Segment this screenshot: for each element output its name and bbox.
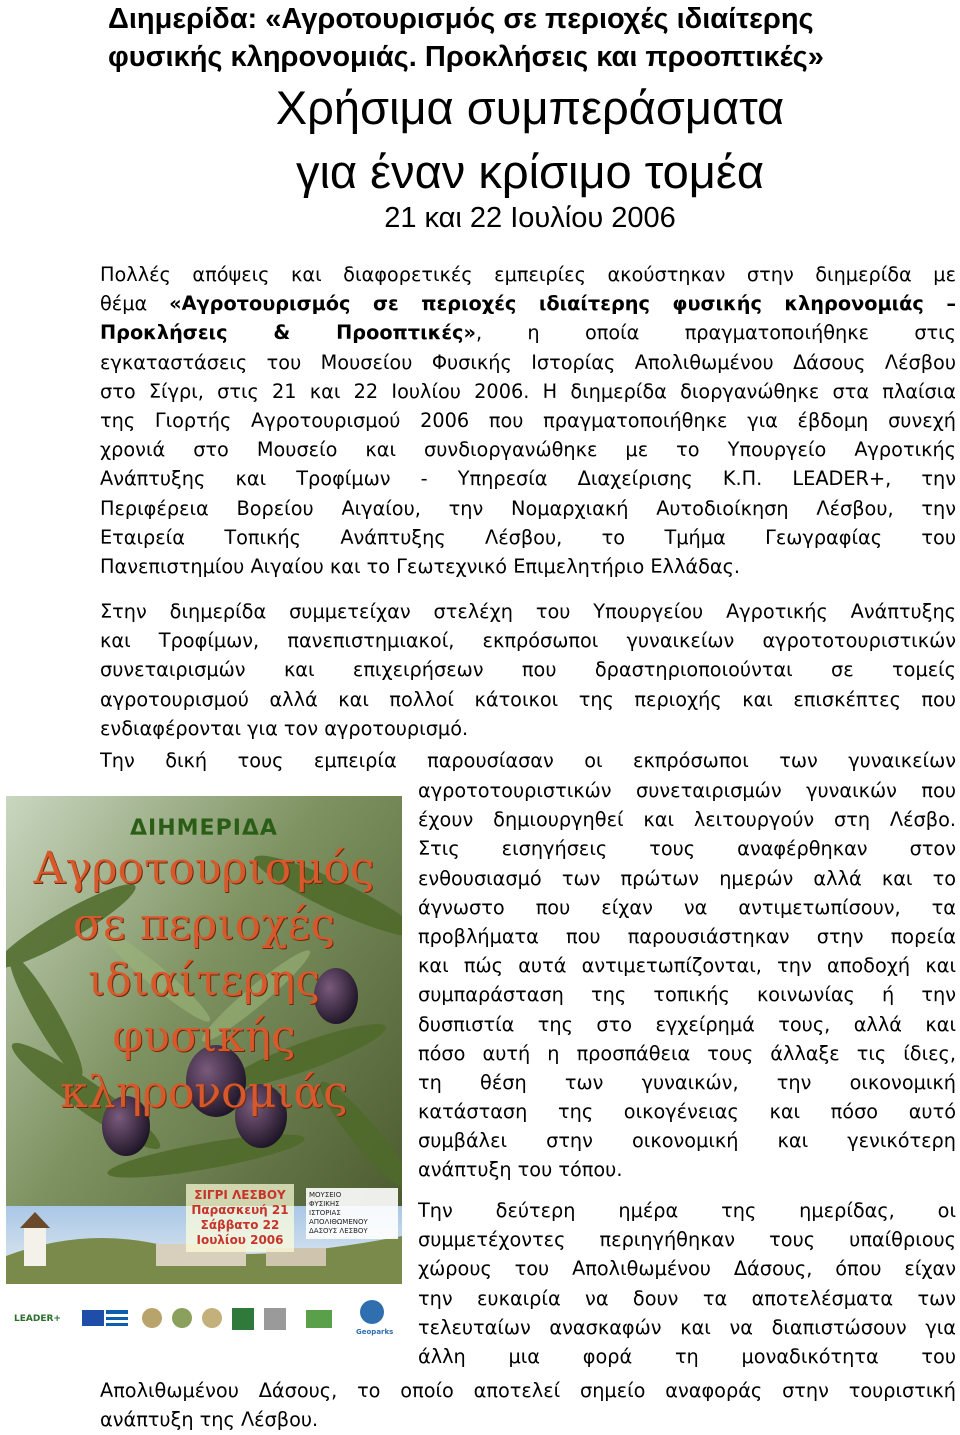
- para1-line: Πολλές απόψεις και διαφορετικές εμπειρίες ακούστηκαν στην διημερίδα με: [100, 263, 956, 286]
- event-poster-image: [6, 796, 402, 1350]
- main-title-line-1: Χρήσιμα συμπεράσματα: [275, 81, 785, 134]
- poster-heading: ΔΙΗΜΕΡΙΔΑ: [130, 816, 278, 841]
- para1-line: θέμα «Αγροτουρισμός σε περιοχές ιδιαίτερης φυσικής κληρονομιάς –: [100, 292, 956, 316]
- para1-line: Περιφέρεια Βορείου Αιγαίου, την Νομαρχιακή Αυτοδιοίκηση Λέσβου, την: [100, 496, 956, 520]
- event-title-line-1: Διημερίδα: «Αγροτουρισμός σε περιοχές ιδιαίτερης: [108, 3, 814, 35]
- leader-logo: LEADER+: [14, 1314, 61, 1324]
- tour-paragraph: Την δεύτερη ημέρα της ημερίδας, οι συμμετέχοντες περιηγήθηκαν τους υπαίθριους χώρους του Απολιθωμένου Δάσους, όπου είχαν την ευκαιρία να δουν τα αποτελέσματα των τελευταίων ανασκαφών και να διαπιστώσουν για άλλη μια φορά τη μοναδικότητα του: [418, 1199, 956, 1368]
- event-date: 21 και 22 Ιουλίου 2006: [384, 202, 676, 234]
- para1-line: της Γιορτής Αγροτουρισμού 2006 που πραγματοποιήθηκε για έβδομη συνεχή: [100, 408, 956, 432]
- poster-title: Αγροτουρισμός σε περιοχές ιδιαίτερης φυσικής κληρονομιάς: [33, 843, 375, 1118]
- main-title-line-2: για έναν κρίσιμο τομέα: [295, 145, 764, 198]
- geoparks-logo: Geoparks: [356, 1328, 394, 1336]
- para2-line: ενδιαφέρονται για τον αγροτουρισμό.: [100, 716, 469, 740]
- para1-line: Πανεπιστημίου Αιγαίου και το Γεωτεχνικό Επιμελητήριο Ελλάδας.: [100, 554, 741, 578]
- para2-line: συνεταιρισμών και επιχειρήσεων που δραστηριοποιούνται σε τομείς: [100, 658, 956, 682]
- event-title-line-2: φυσικής κληρονομιάς. Προκλήσεις και προοπτικές»: [108, 41, 824, 73]
- poster-date-box: ΣΙΓΡΙ ΛΕΣΒΟΥ Παρασκευή 21 Σάββατο 22 Ιουλίου 2006: [186, 1184, 294, 1252]
- experience-paragraph-first-line: Την δική τους εμπειρία παρουσίασαν οι εκπρόσωποι των γυναικείων: [100, 749, 956, 772]
- experience-paragraph: αγροτοτουριστικών συνεταιρισμών γυναικών που έχουν δημιουργηθεί και λειτουργούν στη Λέσβο. Στις εισηγήσεις τους αναφέρθηκαν στον ενθουσιασμό των πρώτων ημερών αλλά και το άγνωστο που είχαν να αντιμετωπίσουν, τα προβλήματα που παρουσιάστηκαν στην πορεία και πώς αυτά αντιμετωπίζονται, την αποδοχή και συμπαράσταση της τοπικής κοινωνίας ή την δυσπιστία της στο εγχείρημά τους, αλλά και πόσο αυτή η προσπάθεια τους άλλαξε τις ίδιες, τη θέση των γυναικών, την οικονομική κατάσταση της οικογένειας και πόσο αυτό συμβάλει στην οικονομική και γενικότερη ανάπτυξη του τόπου.: [418, 779, 956, 1182]
- logo-shapes: [6, 1284, 402, 1350]
- event-theme-bold: «Αγροτουρισμός σε περιοχές ιδιαίτερης φυσικής κληρονομιάς –: [169, 292, 956, 316]
- tour-paragraph-tail: Απολιθωμένου Δάσους, το οποίο αποτελεί σημείο αναφοράς στην τουριστική ανάπτυξη της Λέσβου.: [100, 1379, 956, 1432]
- main-title: [100, 76, 960, 204]
- para2-line: αγροτουρισμού αλλά και πολλοί κάτοικοι της περιοχής και επισκέπτες που: [100, 687, 956, 711]
- event-title: [108, 0, 948, 76]
- intro-paragraph: [100, 260, 956, 581]
- para2-line: και Τροφίμων, πανεπιστημιακοί, εκπρόσωποι γυναικείων αγροτοτουριστικών: [100, 629, 956, 653]
- para1-line: χρονιά στο Μουσείο και συνδιοργανώθηκε με το Υπουργείο Αγροτικής: [100, 438, 956, 462]
- sponsor-logos-strip: [6, 1284, 402, 1350]
- para1-line: Προκλήσεις & Προοπτικές», η οποία πραγματοποιήθηκε στις: [100, 321, 956, 345]
- para1-line: Ανάπτυξης και Τροφίμων - Υπηρεσία Διαχείρισης Κ.Π. LEADER+, την: [100, 467, 956, 491]
- para1-line: στο Σίγρι, στις 21 και 22 Ιουλίου 2006. Η διημερίδα διοργανώθηκε στα πλαίσια: [100, 379, 956, 403]
- museum-logo: ΜΟΥΣΕΙΟ ΦΥΣΙΚΗΣ ΙΣΤΟΡΙΑΣ ΑΠΟΛΙΘΩΜΕΝΟΥ ΔΑΣΟΥΣ ΛΕΣΒΟΥ: [306, 1188, 398, 1239]
- participants-paragraph: [100, 597, 956, 743]
- event-theme-bold: Προκλήσεις & Προοπτικές»: [100, 321, 476, 345]
- para1-line: Εταιρεία Τοπικής Ανάπτυξης Λέσβου, το Τμήμα Γεωγραφίας του: [100, 525, 956, 549]
- para1-line: εγκαταστάσεις του Μουσείου Φυσικής Ιστορίας Απολιθωμένου Δάσους Λέσβου: [100, 350, 956, 374]
- para2-line: Στην διημερίδα συμμετείχαν στελέχη του Υπουργείου Αγροτικής Ανάπτυξης: [100, 600, 956, 623]
